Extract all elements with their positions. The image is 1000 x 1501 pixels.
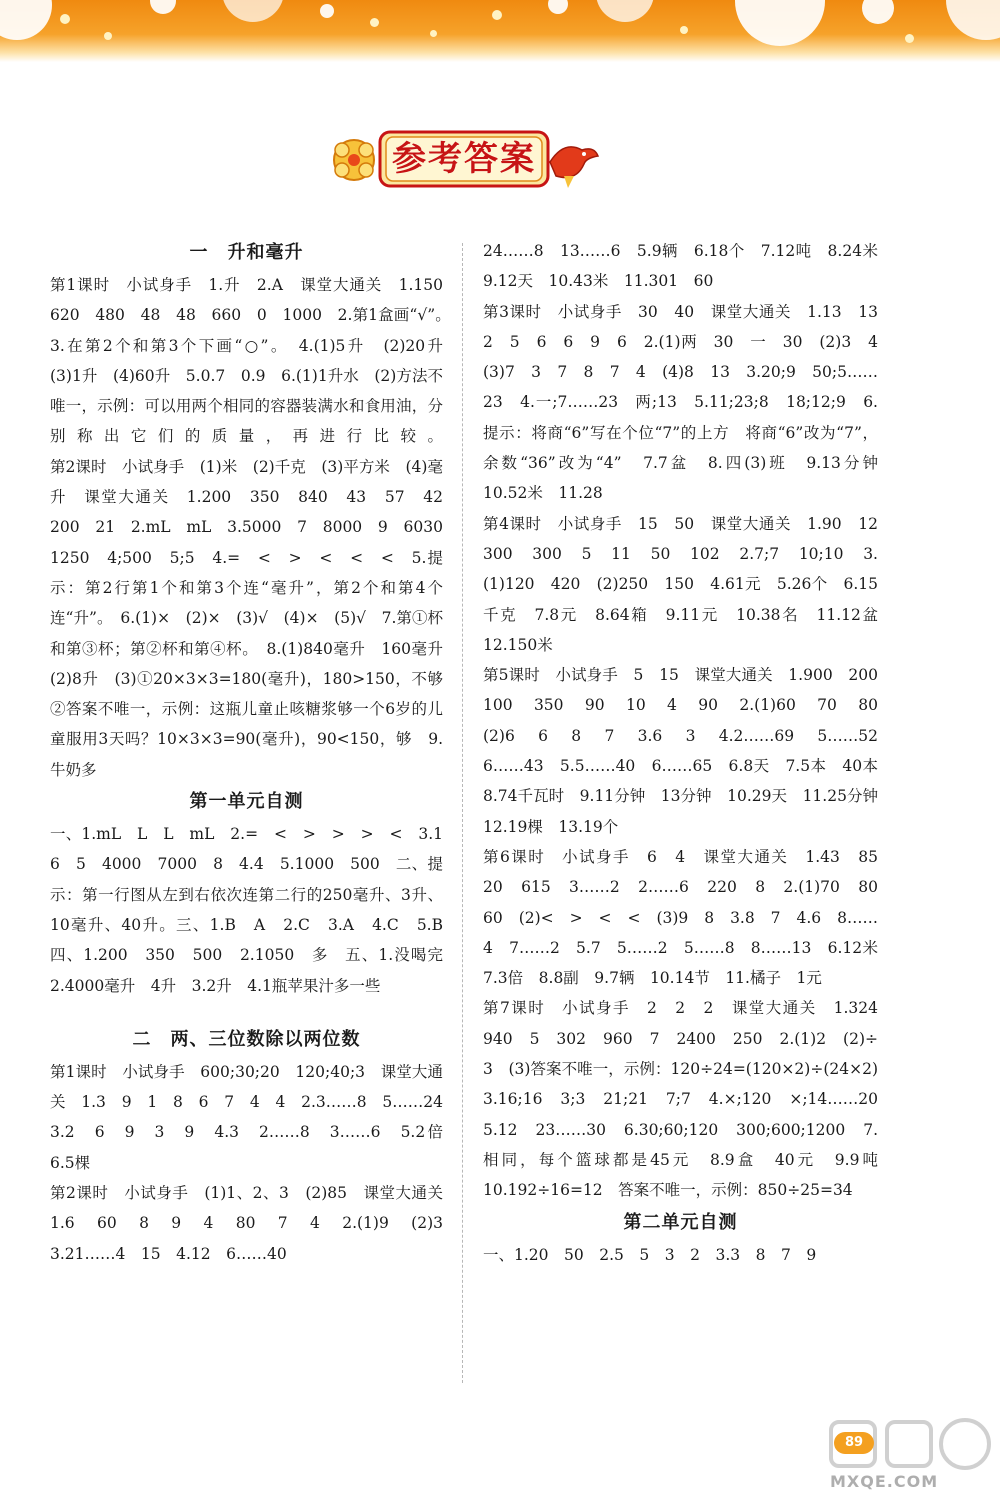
page-title: 参考答案 — [392, 139, 536, 179]
left-column — [50, 236, 459, 1269]
div-lesson-2-answers: 第2课时 小试身手 (1)1、2、3 (2)85 课堂大通关 1.6 60 8 9 4 80 7 4 2.(1)9 (2)3 3.21……4 15 4.12 6……40 — [50, 1184, 459, 1263]
page-number-badge: 89 — [834, 1432, 874, 1454]
div-lesson-6-answers: 第6课时 小试身手 6 4 课堂大通关 1.43 85 20 615 3……2 2……6 220 8 2.(1)70 80 60 (2)< > < < (3)9 8 3.8 7 4.6 8……4 7……2 5.7 5……2 5……8 8……13 6.12米 7.3倍 8.8副 9.7辆 10.14节 11.橘子 1元 — [483, 847, 894, 988]
bird-ornament-icon — [550, 147, 598, 188]
div-lesson-4-answers: 第4课时 小试身手 15 50 课堂大通关 1.90 12 300 300 5 11 50 102 2.7;7 10;10 3.(1)120 420 (2)250 150 4.61元 5.26个 6.15千克 7.8元 8.64箱 9.11元 10.38名 11.12盆 12.150米 — [483, 514, 894, 654]
unit-1-test-title: 第一单元自测 — [189, 791, 304, 813]
div-lesson-3-answers: 第3课时 小试身手 30 40 课堂大通关 1.13 13 2 5 6 6 9 6 2.(1)两 30 一 30 (2)3 4 (3)7 3 7 8 7 4 (4)8 13 3.20;9 50;5……23 4.一;7……23 两;13 5.11;23;8 18;12;9 6.提示：将商“6”写在个位“7”的上方 将商“6”改为“7”，余数“36”改为“4” 7.7盆 8.四(3)班 9.13分钟 10.52米 11.28 — [483, 302, 894, 503]
flower-ornament-icon — [334, 140, 374, 180]
div-lesson-1-answers: 第1课时 小试身手 600;30;20 120;40;3 课堂大通关 1.3 9 1 8 6 7 4 4 2.3……8 5……24 3.2 6 9 3 9 4.3 2……8 3……6 5.2倍 6.5棵 — [50, 1062, 459, 1172]
unit-2-test-answers: 一、1.20 50 2.5 5 3 2 3.3 8 7 9 — [483, 1245, 817, 1264]
lesson-1-answers: 第1课时 小试身手 1.升 2.A 课堂大通关 1.150 620 480 48 48 660 0 1000 2.第1盒画“√”。 3.在第2个和第3个下画“○”。 4.(1)5升 (2)20升 (3)1升 (4)60升 5.0.7 0.9 6.(1)1升水 (2)方法不唯一，示例：可以用两个相同的容器装满水和食用油，分别称出它们的质量，再进行比较。 — [50, 276, 459, 446]
unit-2-test-title: 第二单元自测 — [623, 1211, 738, 1233]
lesson-2-answers: 第2课时 小试身手 (1)米 (2)千克 (3)平方米 (4)毫升 课堂大通关 1.200 350 840 43 57 42 200 21 2.mL mL 3.5000 7 8000 9 6030 1250 4;500 5;5 4.= < > < < < 5.提示：第2行第1个和第3个连“毫升”，第2个和第4个连“升”。 6.(1)× (2)× (3)√ (4)× (5)√ 7.第①杯和第③杯；第②杯和第④杯。 8.(1)840毫升 160毫升 (2)8升 (3)①20×3×3=180(毫升)，180>150，不够 ②答案不唯一，示例：这瓶儿童止咳糖浆够一个6岁的儿童服用3天吗？10×3×3=90(毫升)，90<150，够 9.牛奶多 — [50, 457, 459, 779]
div-lesson-2-continued: 24……8 13……6 5.9辆 6.18个 7.12吨 8.24米 9.12天 10.43米 11.301 60 — [483, 242, 894, 291]
unit-1-test-answers: 一、1.mL L L mL 2.= < > > > < 3.1 6 5 4000 7000 8 4.4 5.1000 500 二、提示：第一行图从左到右依次连第二行的250毫升、3升、10毫升、40升。三、1.B A 2.C 3.A 4.C 5.B 四、1.200 350 500 2.1050 多 五、1.没喝完 2.4000毫升 4升 3.2升 4.1瓶苹果汁多一些 — [50, 825, 459, 995]
div-lesson-5-answers: 第5课时 小试身手 5 15 课堂大通关 1.900 200 100 350 90 10 4 90 2.(1)60 70 80 (2)6 6 8 7 3.6 3 4.2……69 5……52 6……43 5.5……40 6……65 6.8天 7.5本 40本 8.74千瓦时 9.11分钟 13分钟 10.29天 11.25分钟 12.19棵 13.19个 — [483, 666, 894, 836]
watermark-url: MXQE.COM — [830, 1472, 939, 1491]
column-divider — [462, 243, 463, 1383]
div-lesson-7-answers: 第7课时 小试身手 2 2 2 课堂大通关 1.324 940 5 302 960 7 2400 250 2.(1)2 (2)÷ 3 (3)答案不唯一，示例：120÷24=(120×2)÷(24×2) 3.16;16 3;3 21;21 7;7 4.×;120 ×;14……20 5.12 23……30 6.30;60;120 300;600;1200 7.相同，每个篮球都是45元 8.9盒 40元 9.9吨 10.192÷16=12 答案不唯一，示例：850÷25=34 — [483, 999, 894, 1200]
right-column — [483, 236, 894, 1270]
answer-key-title-badge — [328, 128, 600, 192]
section-title-liters: 一 升和毫升 — [189, 242, 304, 263]
top-decorative-banner — [0, 0, 1000, 62]
section-title-division: 二 两、三位数除以两位数 — [132, 1028, 361, 1050]
